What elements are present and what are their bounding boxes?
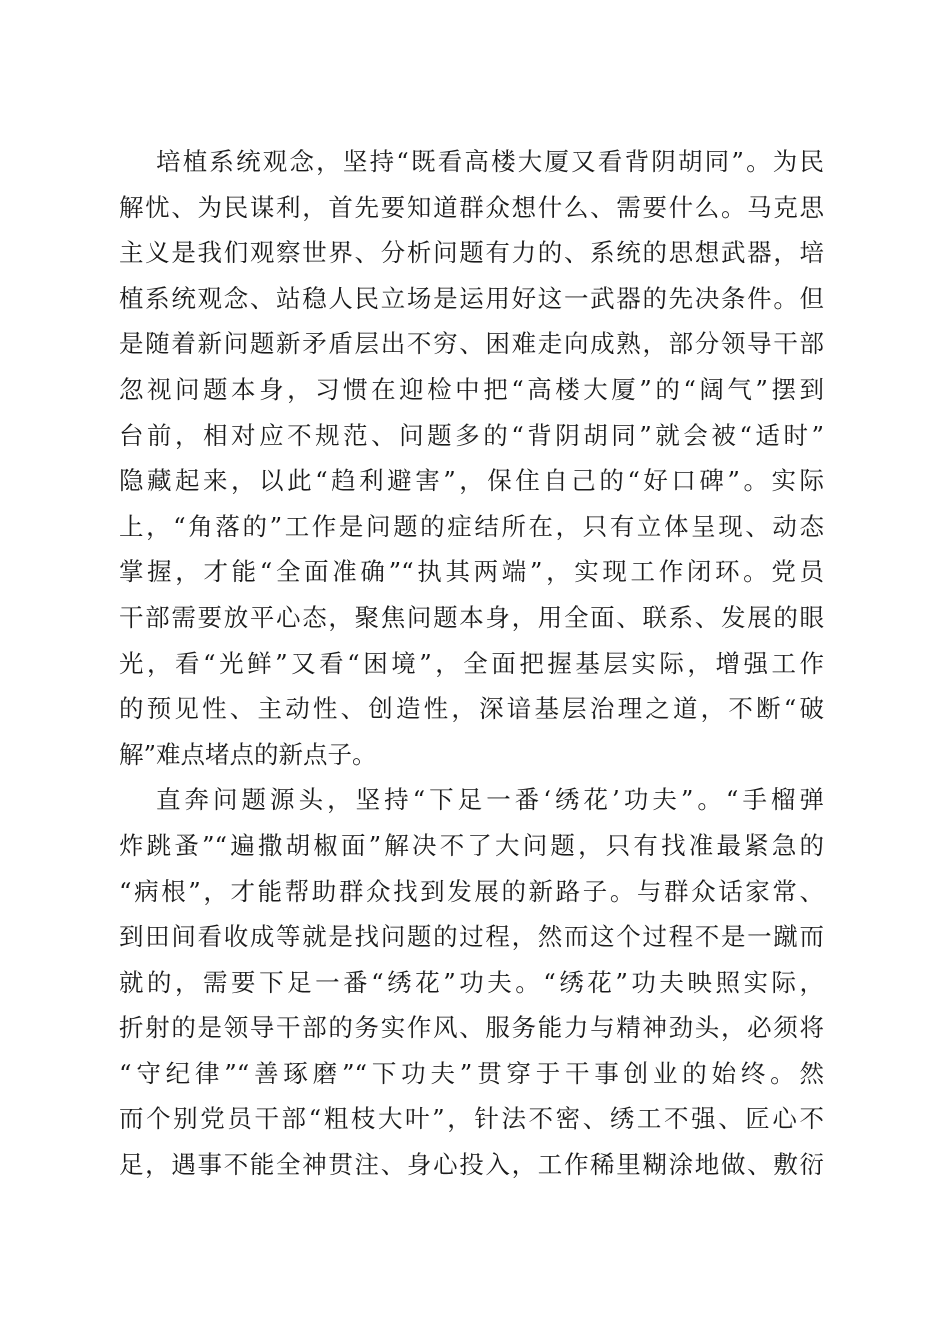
text-line: “病根”，才能帮助群众找到发展的新路子。与群众话家常、 <box>119 876 824 906</box>
text-line: 就的，需要下足一番“绣花”功夫。“绣花”功夫映照实际， <box>119 967 824 997</box>
text-line: 掌握，才能“全面准确”“执其两端”，实现工作闭环。党员 <box>119 557 824 587</box>
text-line: 光，看“光鲜”又看“困境”，全面把握基层实际，增强工作 <box>119 648 824 678</box>
text-line: 直奔问题源头，坚持“下足一番‘绣花’功夫”。“手榴弹 <box>156 785 824 815</box>
text-line: 到田间看收成等就是找问题的过程，然而这个过程不是一蹴而 <box>119 922 824 952</box>
text-line: 的预见性、主动性、创造性，深谙基层治理之道，不断“破 <box>119 694 824 724</box>
text-line: 足，遇事不能全神贯注、身心投入，工作稀里糊涂地做、敷衍 <box>119 1150 824 1180</box>
text-line: 忽视问题本身，习惯在迎检中把“高楼大厦”的“阔气”摆到 <box>119 374 824 404</box>
text-line: 干部需要放平心态，聚焦问题本身，用全面、联系、发展的眼 <box>119 602 824 632</box>
body-text <box>119 139 824 1188</box>
text-line: 解”难点堵点的新点子。 <box>119 739 377 769</box>
text-line: 是随着新问题新矛盾层出不穷、困难走向成熟，部分领导干部 <box>119 329 824 359</box>
text-line: 隐藏起来，以此“趋利避害”，保住自己的“好口碑”。实际 <box>119 466 824 496</box>
text-line: 解忧、为民谋利，首先要知道群众想什么、需要什么。马克思 <box>119 192 824 222</box>
text-line: 上，“角落的”工作是问题的症结所在，只有立体呈现、动态 <box>119 511 824 541</box>
text-line: 炸跳蚤”“遍撒胡椒面”解决不了大问题，只有找准最紧急的 <box>119 830 824 860</box>
text-line: 植系统观念、站稳人民立场是运用好这一武器的先决条件。但 <box>119 283 824 313</box>
text-line: 而个别党员干部“粗枝大叶”，针法不密、绣工不强、匠心不 <box>119 1104 824 1134</box>
paragraph-1 <box>119 139 824 777</box>
text-line: 折射的是领导干部的务实作风、服务能力与精神劲头，必须将 <box>119 1013 824 1043</box>
text-line: “守纪律”“善琢磨”“下功夫”贯穿于干事创业的始终。然 <box>119 1058 824 1088</box>
text-line: 培植系统观念，坚持“既看高楼大厦又看背阴胡同”。为民 <box>156 147 824 176</box>
paragraph-2 <box>119 777 824 1187</box>
text-line: 主义是我们观察世界、分析问题有力的、系统的思想武器，培 <box>119 238 824 268</box>
text-line: 台前，相对应不规范、问题多的“背阴胡同”就会被“适时” <box>119 420 824 450</box>
